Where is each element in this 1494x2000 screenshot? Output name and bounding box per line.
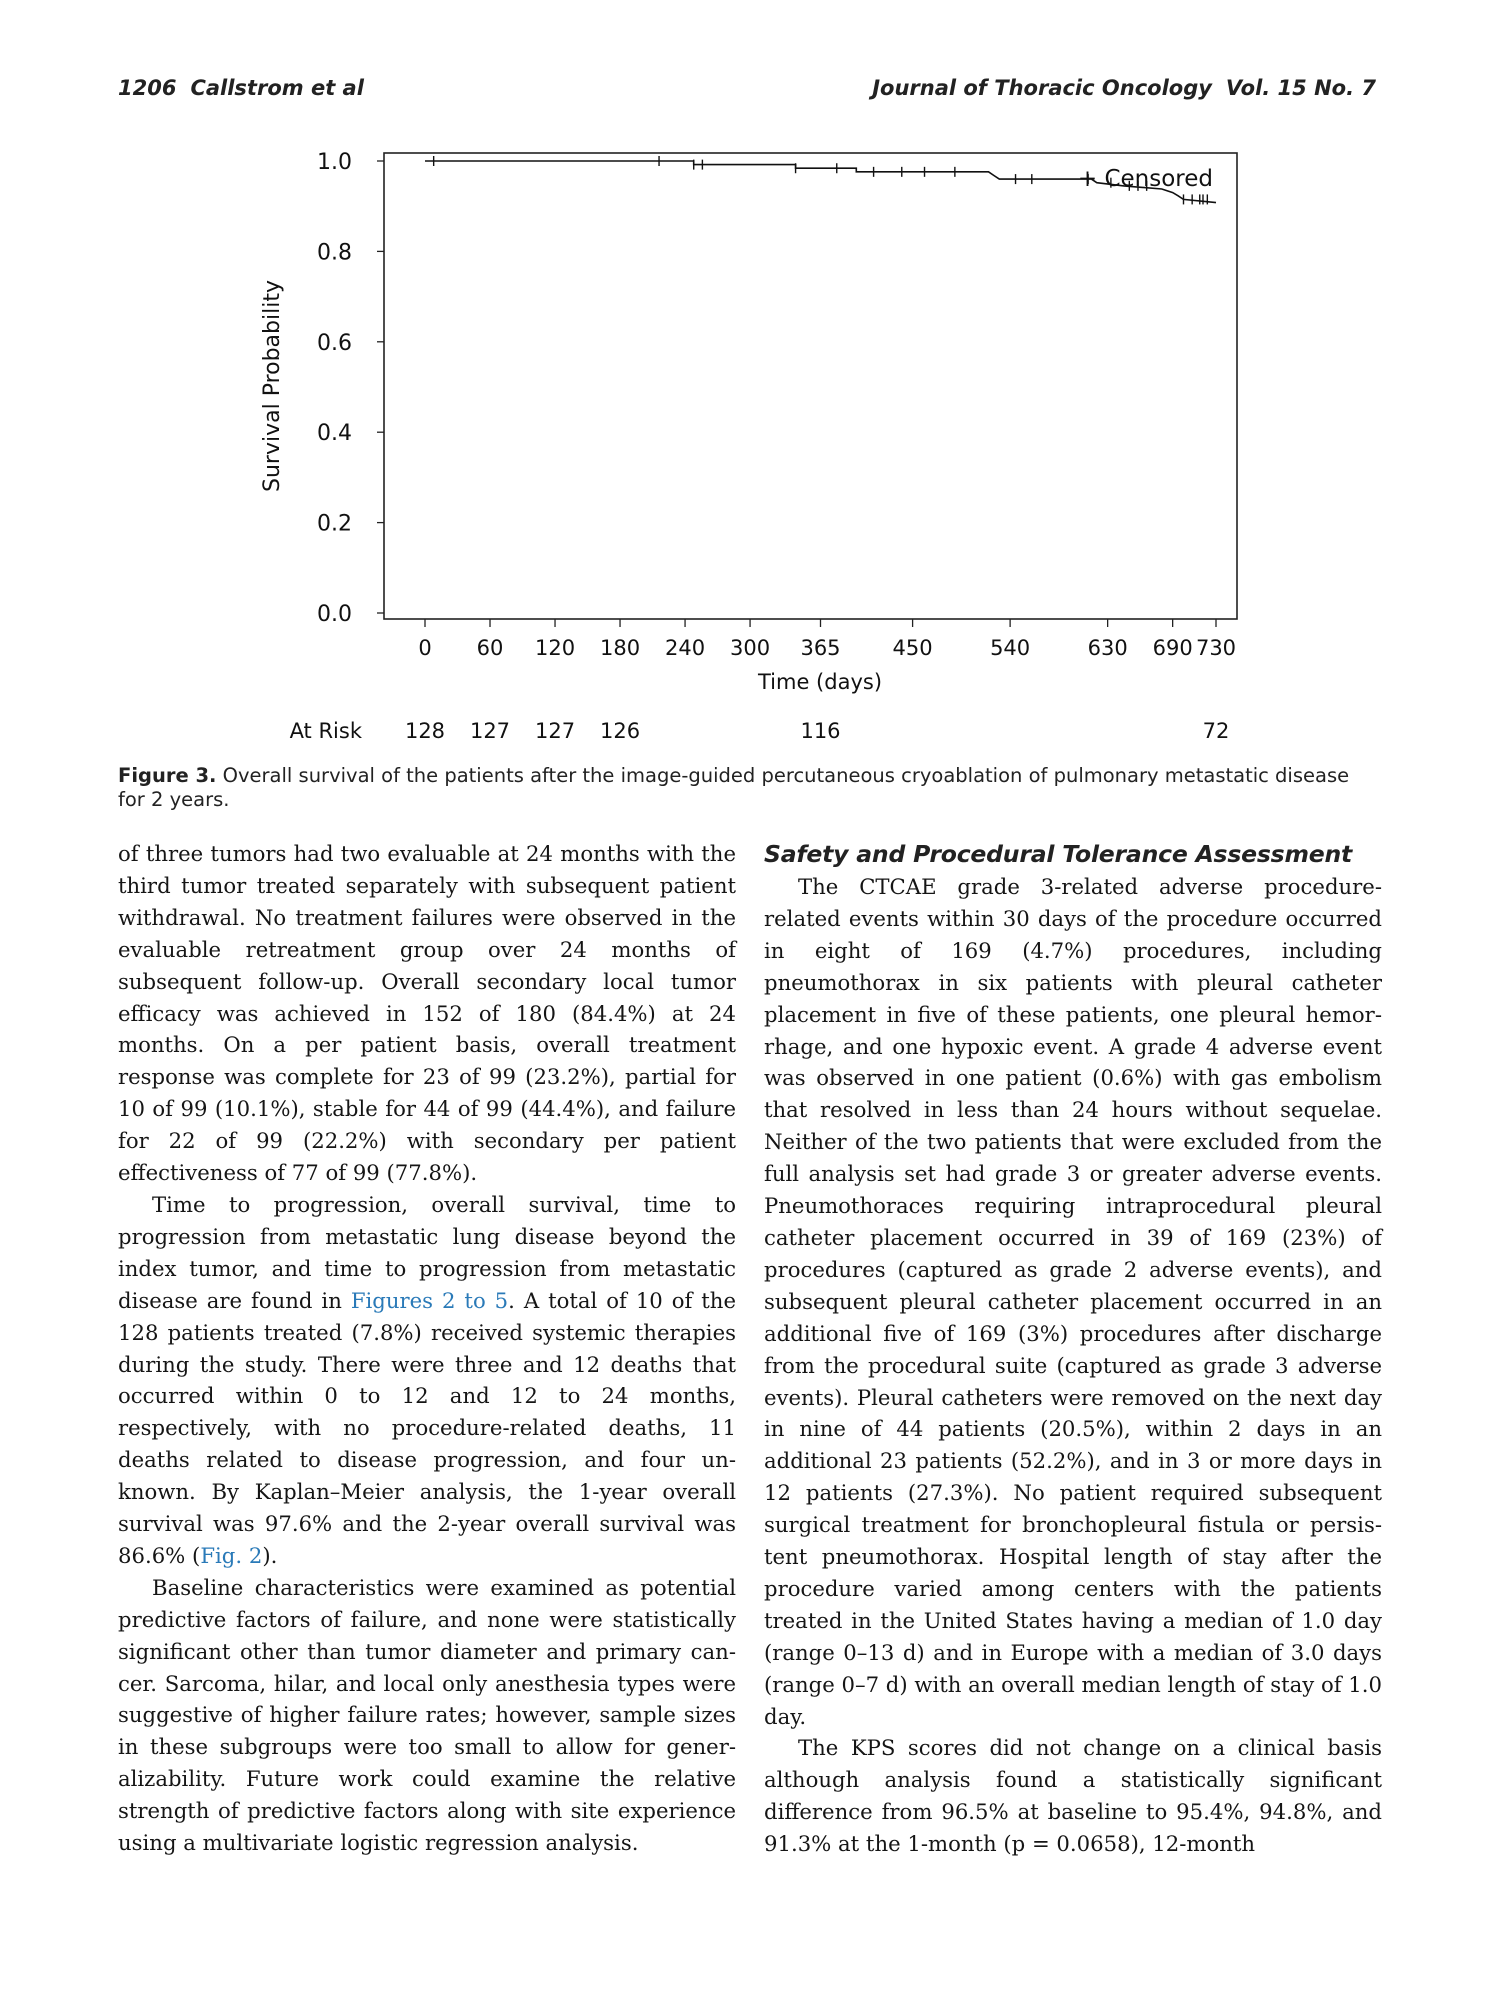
left-column <box>118 838 736 1859</box>
at-risk-row <box>405 719 1229 743</box>
at-risk-count: 128 <box>404 719 446 743</box>
paragraph <box>118 1189 736 1572</box>
running-header <box>118 76 1376 106</box>
x-tick-label: 630 <box>1087 636 1128 660</box>
y-axis <box>317 150 384 627</box>
caption-text: Overall survival of the patients after the image-guided percutaneous cryoablation of pulmonary metastatic disease for 2 years. <box>118 764 1350 811</box>
paragraph: The CTCAE grade 3-related adverse procedure-related events within 30 days of the procedure occurred in eight of 169 (4.7%) procedures, including pneumothorax in six patients with pleural catheter placement in five of these patients, one pleural hemorrhage, and one hypoxic event. A grade 4 adverse event was observed in one patient (0.6%) with gas embolism that resolved in less than 24 hours without sequelae. Neither of the two patients that were excluded from the full analysis set had grade 3 or greater adverse events. Pneumothoraces requiring intraprocedural pleural catheter placement occurred in 39 of 169 (23%) of procedures (captured as grade 2 adverse events), and subsequent pleural catheter placement occurred in an additional five of 169 (3%) procedures after discharge from the procedural suite (captured as grade 3 adverse events). Pleural catheters were removed on the next day in nine of 44 patients (20.5%), within 2 days in an additional 23 patients (52.2%), and in 3 or more days in 12 patients (27.3%). No patient required subsequent surgical treatment for bronchopleural fistula or persistent pneumothorax. Hospital length of stay after the procedure varied among centers with the patients treated in the United States having a median of 1.0 day (range 0–13 d) and in Europe with a median of 3.0 days (range 0–7 d) with an overall median length of stay of 1.0 day. <box>764 874 1382 1729</box>
survival-plot <box>0 140 1494 750</box>
plot-frame <box>384 153 1237 619</box>
x-tick-label: 180 <box>599 636 641 660</box>
x-tick-label: 300 <box>730 636 771 660</box>
volume-issue: Vol. 15 No. 7 <box>1225 76 1376 100</box>
y-tick-label: 1.0 <box>317 150 352 175</box>
y-tick-label: 0.2 <box>317 511 352 537</box>
x-tick-label: 540 <box>990 636 1031 660</box>
text-run: ). <box>262 1542 278 1568</box>
x-tick-label: 60 <box>476 636 504 660</box>
at-risk-label: At Risk <box>289 719 362 743</box>
x-tick-label: 365 <box>800 636 841 660</box>
at-risk-count: 126 <box>599 719 641 743</box>
section-heading: Safety and Procedural Tolerance Assessment <box>764 840 1353 868</box>
figure-label: Figure 3. <box>118 764 217 787</box>
x-tick-label: 730 <box>1195 636 1237 660</box>
y-tick-label: 0.6 <box>317 330 352 356</box>
x-axis <box>418 619 1236 660</box>
y-tick-label: 0.4 <box>317 421 352 447</box>
x-tick-label: 0 <box>418 636 432 660</box>
at-risk-count: 127 <box>469 719 511 743</box>
paragraph: of three tumors had two evaluable at 24 months with the third tumor treated separately with subsequent patient withdrawal. No treatment failures were observed in the evaluable retreatment group over 24 months of subsequent follow-up. Overall secondary local tumor efficacy was achieved in 152 of 180 (84.4%) at 24 months. On a per patient basis, overall treatment response was complete for 23 of 99 (23.2%), partial for 10 of 99 (10.1%), stable for 44 of 99 (44.4%), and failure for 22 of 99 (22.2%) with secondary per patient effectiveness of 77 of 99 (77.8%). <box>118 841 736 1186</box>
legend-censored: + Censored <box>1077 166 1213 192</box>
y-axis-title: Survival Probability <box>260 280 285 492</box>
x-tick-label: 450 <box>892 636 933 660</box>
text-run: Time to progression, overall survival, time to progression from metastatic lung disease beyond the index tumor, and time to progression from metastatic disease are found in <box>118 1191 736 1313</box>
header-right <box>872 76 1376 100</box>
header-authors: Callstrom et al <box>190 76 364 100</box>
y-tick-label: 0.8 <box>317 240 352 266</box>
paragraph: Baseline characteristics were examined as potential predictive factors of failure, and none were statistically significant other than tumor diameter and primary cancer. Sarcoma, hilar, and local only anesthesia types were suggestive of higher failure rates; however, sample sizes in these subgroups were too small to allow for generalizability. Future work could examine the relative strength of predictive factors along with site experience using a multivariate logistic regression analysis. <box>118 1574 736 1856</box>
at-risk-count: 116 <box>800 719 841 743</box>
y-tick-label: 0.0 <box>317 602 352 627</box>
at-risk-count: 72 <box>1202 719 1230 743</box>
x-tick-label: 240 <box>665 636 706 660</box>
figure-caption <box>118 764 1380 812</box>
figure-3-km-chart <box>0 140 1494 750</box>
right-column <box>764 838 1382 1860</box>
x-tick-label: 690 <box>1152 636 1193 660</box>
journal-name: Journal of Thoracic Oncology <box>872 76 1212 100</box>
page-number: 1206 <box>118 76 177 100</box>
x-tick-label: 120 <box>534 636 576 660</box>
fig-2-link[interactable]: Fig. 2 <box>200 1542 263 1568</box>
x-axis-title: Time (days) <box>757 670 883 694</box>
header-left <box>118 76 364 100</box>
at-risk-count: 127 <box>534 719 576 743</box>
paragraph: The KPS scores did not change on a clinical basis although analysis found a statistically significant difference from 96.5% at baseline to 95.4%, 94.8%, and 91.3% at the 1-month (p = 0.0658), 12-month <box>764 1735 1382 1857</box>
figures-2-5-link[interactable]: Figures 2 to 5 <box>350 1287 509 1313</box>
text-run: . A total of 10 of the 128 patients treated (7.8%) received systemic therapies during the study. There were three and 12 deaths that occurred within 0 to 12 and 12 to 24 months, respectively, with no procedure-related deaths, 11 deaths related to disease progression, and four unknown. By Kaplan–Meier analysis, the 1-year overall survival was 97.6% and the 2-year overall survival was 86.6% ( <box>118 1287 736 1568</box>
